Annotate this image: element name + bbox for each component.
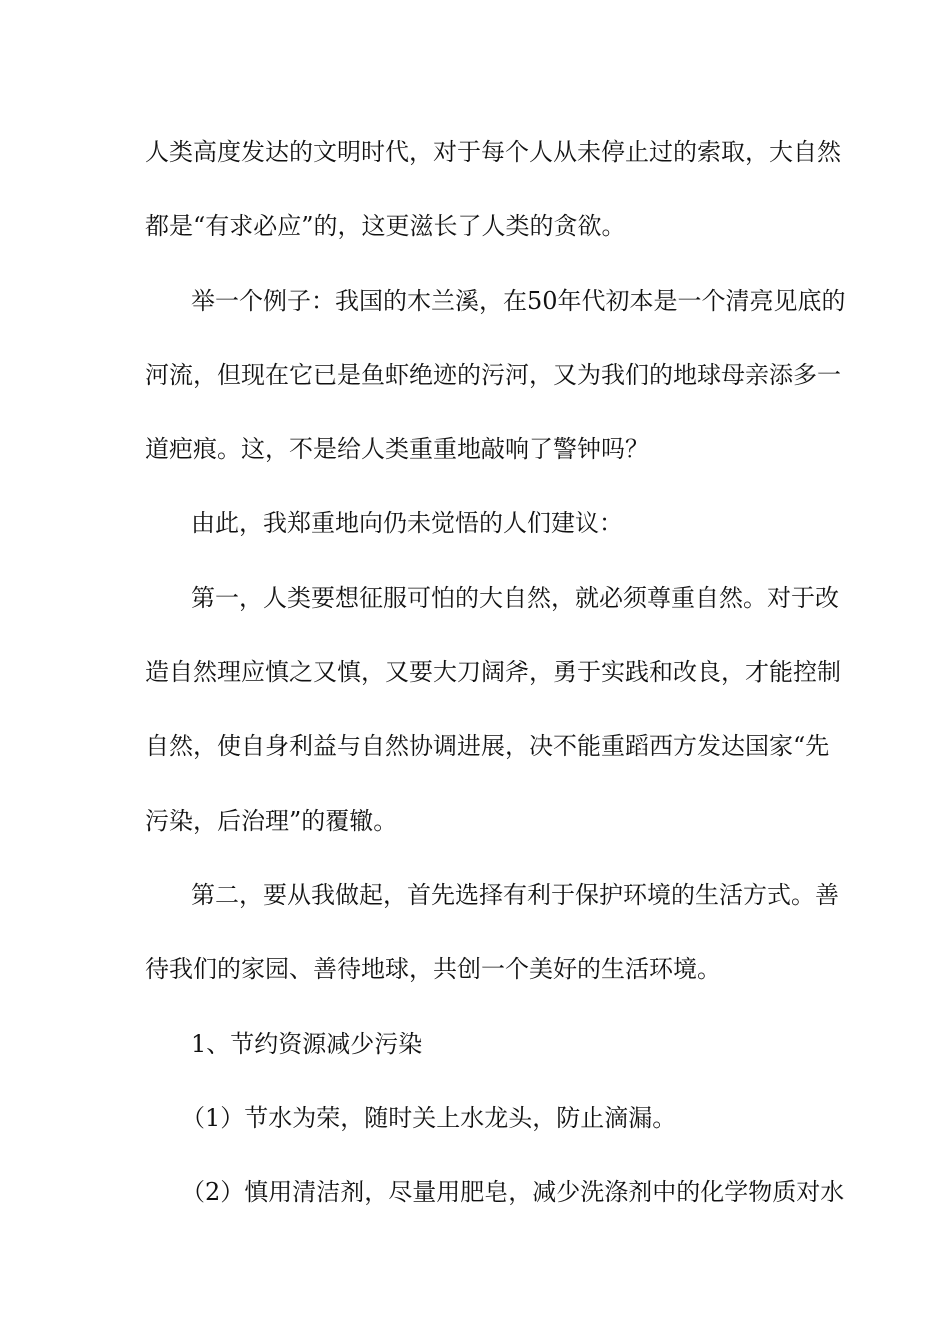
paragraph-line: 河流，但现在它已是鱼虾绝迹的污河，又为我们的地球母亲添多一 <box>145 360 841 389</box>
list-heading: 1、节约资源减少污染 <box>191 1029 423 1058</box>
list-item: （2）慎用清洁剂，尽量用肥皂，减少洗涤剂中的化学物质对水 <box>181 1178 845 1207</box>
paragraph-line: 都是“有求必应”的，这更滋长了人类的贪欲。 <box>145 212 626 241</box>
paragraph-line: 污染，后治理”的覆辙。 <box>145 806 398 835</box>
paragraph-line: 待我们的家园、善待地球，共创一个美好的生活环境。 <box>145 955 721 984</box>
paragraph-line: 造自然理应慎之又慎，又要大刀阔斧，勇于实践和改良，才能控制 <box>145 658 841 687</box>
paragraph-line: 第二，要从我做起，首先选择有利于保护环境的生活方式。善 <box>191 880 839 909</box>
list-item: （1）节水为荣，随时关上水龙头，防止滴漏。 <box>181 1103 677 1132</box>
paragraph-line: 第一，人类要想征服可怕的大自然，就必须尊重自然。对于改 <box>191 583 839 612</box>
paragraph-line: 由此，我郑重地向仍未觉悟的人们建议： <box>191 509 623 538</box>
paragraph-line: 人类高度发达的文明时代，对于每个人从未停止过的索取，大自然 <box>145 138 841 166</box>
document-body <box>145 128 846 1242</box>
paragraph-line: 道疤痕。这，不是给人类重重地敲响了警钟吗？ <box>145 435 649 464</box>
paragraph-line: 举一个例子：我国的木兰溪，在50年代初本是一个清亮见底的 <box>191 286 846 315</box>
paragraph-line: 自然，使自身利益与自然协调进展，决不能重蹈西方发达国家“先 <box>145 732 830 761</box>
